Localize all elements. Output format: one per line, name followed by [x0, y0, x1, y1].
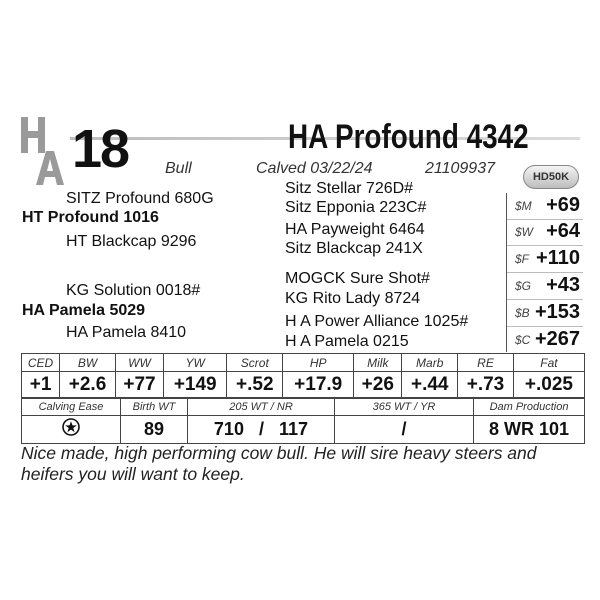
hd50k-badge: HD50K	[523, 165, 579, 189]
pedigree-dam: HA Pamela 5029	[22, 302, 146, 319]
wt205-value: 710	[213, 419, 244, 439]
index-label: $B	[515, 306, 530, 320]
perf-header: Birth WT	[121, 398, 188, 416]
pedigree-ssdd: Sitz Blackcap 241X	[285, 240, 423, 257]
index-label: $C	[515, 333, 531, 347]
index-row-f	[507, 246, 583, 272]
calving-ease-cell	[22, 416, 121, 444]
yearling-weight-cell	[335, 416, 474, 444]
index-label: $F	[515, 252, 530, 266]
epd-header: Milk	[354, 354, 402, 372]
pedigree-ssds: HA Payweight 6464	[285, 221, 425, 238]
index-row-m	[507, 193, 583, 219]
index-row-c	[507, 327, 583, 353]
epd-header: Marb	[402, 354, 458, 372]
perf-header: Dam Production	[474, 398, 585, 416]
epd-header-row	[22, 354, 585, 372]
ha-logo-a	[35, 150, 65, 186]
index-label: $W	[515, 225, 533, 239]
epd-value: +.44	[402, 372, 458, 399]
pedigree-sddd: H A Pamela 0215	[285, 333, 409, 350]
calved-date: Calved 03/22/24	[256, 160, 373, 177]
epd-value: +1	[22, 372, 60, 399]
epd-header: BW	[60, 354, 116, 372]
dam-production: 8 WR 101	[474, 416, 585, 444]
epd-value: +.52	[227, 372, 283, 399]
animal-name: HA Profound 4342	[288, 118, 529, 156]
dollar-index-panel	[506, 193, 583, 352]
performance-header-row	[22, 398, 585, 416]
weaning-weight-cell	[188, 416, 335, 444]
index-value: +64	[546, 220, 580, 242]
lot-number: 18	[72, 119, 129, 179]
epd-value: +149	[164, 372, 227, 399]
epd-header: Scrot	[227, 354, 283, 372]
perf-header: Calving Ease	[22, 398, 121, 416]
index-row-b	[507, 300, 583, 326]
epd-value: +.73	[458, 372, 514, 399]
pedigree-sdsd: KG Rito Lady 8724	[285, 290, 421, 307]
epd-value: +2.6	[60, 372, 116, 399]
index-value: +153	[534, 301, 580, 323]
index-value: +110	[536, 247, 580, 269]
slash: /	[401, 419, 407, 439]
star-in-circle-icon	[62, 418, 80, 436]
index-label: $G	[515, 279, 532, 293]
pedigree-sdds: H A Power Alliance 1025#	[285, 313, 469, 330]
epd-header: CED	[22, 354, 60, 372]
epd-value: +.025	[513, 372, 584, 399]
epd-value: +26	[354, 372, 402, 399]
sex-label: Bull	[165, 160, 192, 177]
pedigree-dam-dam: HA Pamela 8410	[66, 324, 187, 341]
pedigree-sire: HT Profound 1016	[22, 209, 159, 226]
index-value: +43	[546, 274, 580, 296]
epd-value-row	[22, 372, 585, 399]
index-value: +69	[546, 194, 580, 216]
index-row-w	[507, 219, 583, 245]
epd-header: Fat	[513, 354, 584, 372]
lot-comment: Nice made, high performing cow bull. He will sire heavy steers and heifers you will want to keep.	[21, 443, 537, 484]
pedigree-sssd: Sitz Epponia 223C#	[285, 199, 427, 216]
registration-number: 21109937	[425, 160, 495, 177]
index-row-g	[507, 273, 583, 299]
epd-header: YW	[164, 354, 227, 372]
epd-header: WW	[115, 354, 163, 372]
epd-value: +17.9	[283, 372, 354, 399]
performance-value-row	[22, 416, 585, 444]
pedigree-sdss: MOGCK Sure Shot#	[285, 270, 430, 287]
performance-table	[21, 397, 585, 444]
pedigree-sire-sire: SITZ Profound 680G	[66, 190, 214, 207]
epd-table	[21, 353, 585, 399]
perf-header: 205 WT / NR	[188, 398, 335, 416]
slash: /	[258, 419, 264, 439]
ha-logo-h	[19, 115, 47, 155]
index-value: +267	[534, 328, 580, 350]
perf-header: 365 WT / YR	[335, 398, 474, 416]
pedigree-dam-sire: KG Solution 0018#	[66, 282, 201, 299]
epd-value: +77	[115, 372, 163, 399]
epd-header: RE	[458, 354, 514, 372]
nr-value: 117	[279, 419, 309, 439]
index-label: $M	[515, 199, 532, 213]
pedigree-sire-dam: HT Blackcap 9296	[66, 233, 197, 250]
pedigree-ssss: Sitz Stellar 726D#	[285, 180, 414, 197]
birth-weight: 89	[121, 416, 188, 444]
epd-header: HP	[283, 354, 354, 372]
